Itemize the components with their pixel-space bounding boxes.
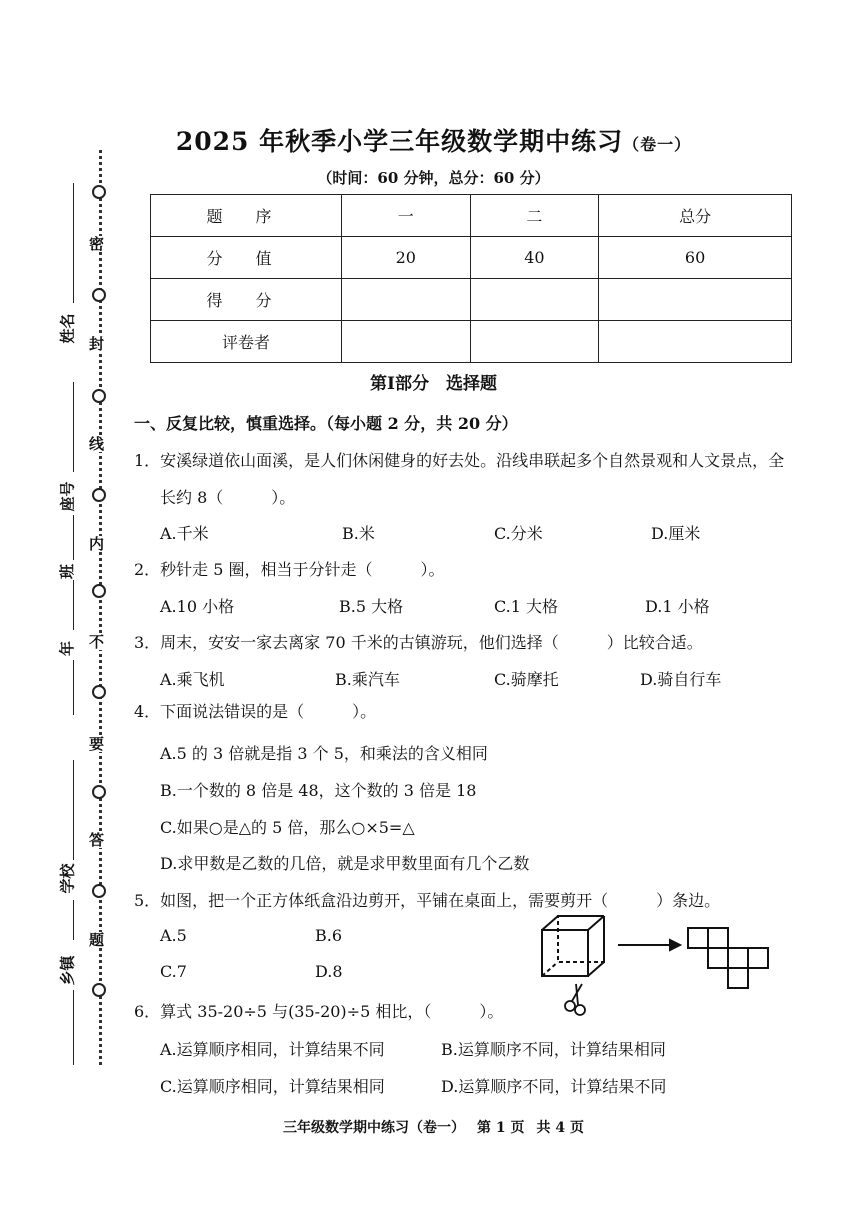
q3-option-b: B.乘汽车 (335, 670, 400, 689)
seal-char: 答 (89, 831, 105, 849)
seat-underline (73, 382, 74, 472)
footer-total: 共 4 页 (536, 1120, 584, 1136)
grader-cell (342, 321, 471, 363)
q1-option-d: D.厘米 (651, 524, 701, 543)
seal-char: 封 (89, 335, 105, 353)
q2-option-d: D.1 小格 (645, 597, 710, 616)
grade-underline-bottom (73, 660, 74, 715)
question-1-line2: 长约 8（ ）。 (160, 488, 296, 507)
q2-option-a: A.10 小格 (160, 597, 235, 616)
question-3: 3．周末，安安一家去离家 70 千米的古镇游玩，他们选择（ ）比较合适。 (134, 633, 703, 652)
q1-option-a: A.千米 (160, 524, 209, 543)
q6-option-b: B.运算顺序不同，计算结果相同 (441, 1040, 666, 1059)
score-input-cell (342, 279, 471, 321)
table-row (151, 321, 792, 363)
seal-char: 线 (89, 435, 105, 453)
table-cell: 20 (342, 237, 471, 279)
footer-title: 三年级数学期中练习（卷一） (283, 1120, 465, 1136)
q6-option-d: D.运算顺序不同，计算结果不同 (441, 1077, 667, 1096)
section-title: 一、反复比较，慎重选择。（每小题 2 分，共 20 分） (134, 414, 518, 433)
seal-circle (92, 488, 106, 502)
grader-cell (470, 321, 599, 363)
grader-cell (599, 321, 792, 363)
name-underline (73, 183, 74, 303)
seal-char: 密 (89, 235, 105, 253)
q5-option-d: D.8 (315, 962, 343, 981)
scissors-icon (565, 984, 585, 1015)
table-cell: 一 (342, 195, 471, 237)
seat-label: 座号 (58, 481, 77, 512)
question-2: 2．秒针走 5 圈，相当于分针走（ ）。 (134, 560, 445, 579)
page-title (0, 122, 867, 158)
seal-circle (92, 884, 106, 898)
question-5: 5．如图，把一个正方体纸盒沿边剪开，平铺在桌面上，需要剪开（ ）条边。 (134, 891, 721, 910)
seal-circle (92, 785, 106, 799)
seal-circle (92, 584, 106, 598)
footer-page: 第 1 页 (477, 1120, 525, 1136)
table-cell: 二 (470, 195, 599, 237)
title-suffix: （卷一） (623, 135, 692, 154)
q2-option-b: B.5 大格 (339, 597, 404, 616)
school-underline (73, 760, 74, 860)
seal-circle (92, 983, 106, 997)
score-table (150, 194, 792, 363)
score-input-cell (599, 279, 792, 321)
q6-option-a: A.运算顺序相同，计算结果不同 (160, 1040, 385, 1059)
table-row (151, 237, 792, 279)
q4-option-d: D.求甲数是乙数的几倍，就是求甲数里面有几个乙数 (160, 854, 530, 873)
q4-option-a: A.5 的 3 倍就是指 3 个 5，和乘法的含义相同 (160, 744, 488, 763)
q3-option-c: C.骑摩托 (494, 670, 559, 689)
seal-char: 要 (89, 735, 105, 753)
grade-underline-top (73, 580, 74, 630)
seal-char: 不 (89, 633, 105, 651)
table-row (151, 279, 792, 321)
town-underline-top (73, 900, 74, 940)
table-cell: 总分 (599, 195, 792, 237)
question-4: 4．下面说法错误的是（ ）。 (134, 702, 377, 721)
table-cell: 60 (599, 237, 792, 279)
cube-icon (542, 916, 604, 976)
q1-option-b: B.米 (342, 524, 375, 543)
question-1-line1: 1．安溪绿道依山面溪，是人们休闲健身的好去处。沿线串联起多个自然景观和人文景点，全 (134, 451, 785, 470)
q5-option-b: B.6 (315, 926, 343, 945)
q3-option-a: A.乘飞机 (160, 670, 225, 689)
table-cell: 得 分 (151, 279, 342, 321)
seal-circle (92, 288, 106, 302)
q1-option-c: C.分米 (494, 524, 543, 543)
q6-option-c: C.运算顺序相同，计算结果相同 (160, 1077, 385, 1096)
part-title: 第Ⅰ部分 选择题 (370, 374, 497, 394)
name-label: 姓名 (58, 313, 77, 344)
arrow-icon (618, 940, 680, 950)
q4-option-b: B.一个数的 8 倍是 48，这个数的 3 倍是 18 (160, 781, 477, 800)
q4-option-c: C.如果○是△的 5 倍，那么○×5=△ (160, 818, 415, 837)
score-input-cell (470, 279, 599, 321)
title-main: 2025 年秋季小学三年级数学期中练习 (175, 127, 624, 156)
table-cell: 分 值 (151, 237, 342, 279)
seal-char: 内 (89, 535, 105, 553)
cube-net-figure (532, 908, 782, 1026)
town-label: 乡镇 (58, 955, 77, 986)
class-underline (73, 515, 74, 560)
table-cell: 题 序 (151, 195, 342, 237)
town-underline-bottom (73, 990, 74, 1065)
table-cell: 评卷者 (151, 321, 342, 363)
q5-option-a: A.5 (160, 926, 187, 945)
q3-option-d: D.骑自行车 (640, 670, 722, 689)
class-label: 班 (58, 563, 77, 580)
q5-option-c: C.7 (160, 962, 187, 981)
table-cell: 40 (470, 237, 599, 279)
question-6: 6．算式 35-20÷5 与(35-20)÷5 相比，（ ）。 (134, 1002, 504, 1021)
q2-option-c: C.1 大格 (494, 597, 559, 616)
table-row (151, 195, 792, 237)
page-footer (0, 1117, 867, 1137)
school-label: 学校 (58, 863, 77, 894)
seal-circle (92, 685, 106, 699)
seal-char: 题 (89, 931, 105, 949)
grade-label: 年 (58, 640, 77, 657)
page-subtitle: （时间：60 分钟，总分：60 分） (317, 169, 550, 187)
cube-net-icon (688, 928, 768, 988)
